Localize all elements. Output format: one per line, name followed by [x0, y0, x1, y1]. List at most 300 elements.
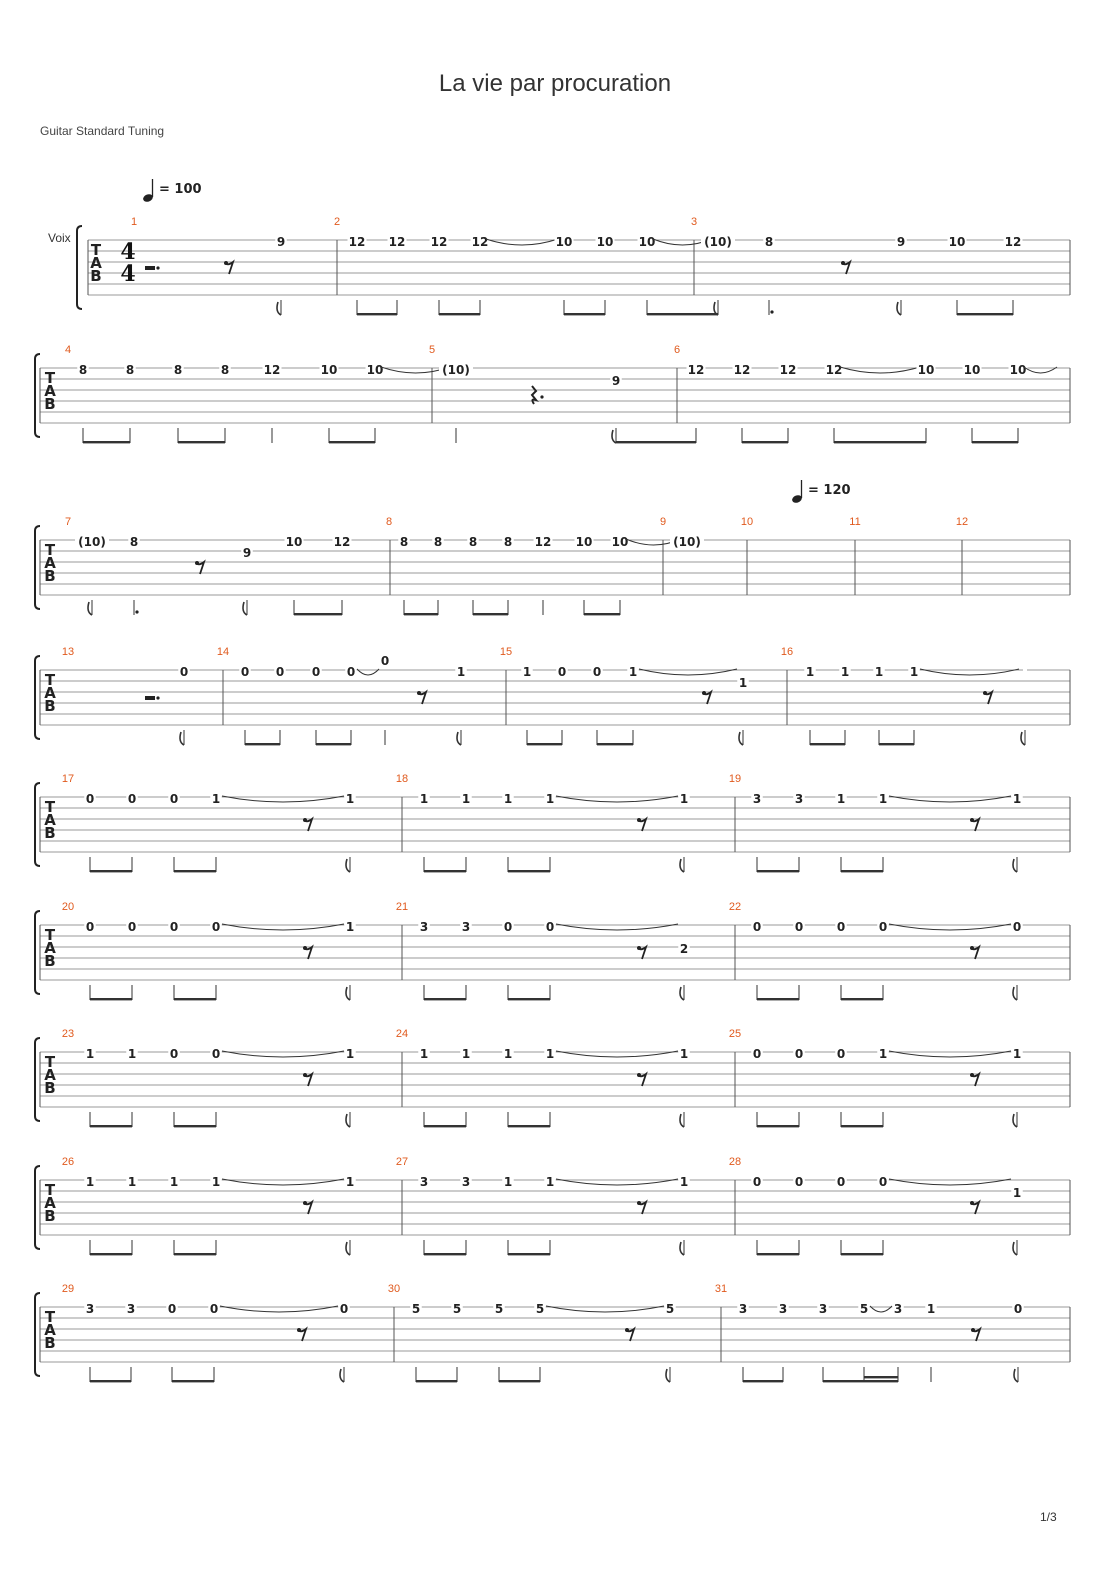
eighth-rest-dot: [970, 818, 974, 822]
fret-number: 1: [456, 665, 466, 679]
fret-number: 3: [738, 1302, 748, 1316]
measure-number: 7: [64, 516, 72, 528]
fret-number: 0: [1012, 920, 1022, 934]
tab-clef-letter: T: [44, 798, 56, 816]
fret-number: 1: [1012, 792, 1022, 806]
fret-number: 3: [419, 920, 429, 934]
tab-clef-letter: T: [44, 1053, 56, 1071]
fret-number: 5: [859, 1302, 869, 1316]
tab-clef-letter: B: [44, 824, 56, 842]
fret-number: 0: [209, 1302, 219, 1316]
fret-number: 1: [836, 792, 846, 806]
note-flag: [680, 987, 684, 1000]
tempo-marking: = 100: [159, 182, 202, 197]
fret-number: 12: [388, 235, 406, 249]
fret-number: 10: [638, 235, 656, 249]
fret-number: 1: [345, 792, 355, 806]
eighth-rest-dot: [303, 946, 307, 950]
note-flag: [88, 602, 92, 615]
beam: [473, 613, 508, 615]
fret-number: 12: [1004, 235, 1022, 249]
fret-number: 1: [679, 792, 689, 806]
fret-number: 12: [825, 363, 843, 377]
tab-clef-letter: A: [44, 811, 56, 829]
measure-number: 10: [740, 516, 754, 528]
fret-number: 10: [1009, 363, 1027, 377]
fret-number: 1: [738, 676, 748, 690]
fret-number: 1: [545, 1047, 555, 1061]
measure-number: 8: [385, 516, 393, 528]
fret-number: 8: [764, 235, 774, 249]
tab-clef-letter: B: [44, 1207, 56, 1225]
note-flag: [1021, 732, 1025, 745]
fret-number: 1: [878, 1047, 888, 1061]
measure-number: 24: [395, 1028, 409, 1040]
fret-number: 8: [125, 363, 135, 377]
fret-number: 5: [494, 1302, 504, 1316]
beam: [527, 743, 562, 745]
tab-clef-letter: B: [44, 697, 56, 715]
fret-number: 10: [611, 535, 629, 549]
fret-number: 12: [687, 363, 705, 377]
time-signature-denominator: 4: [120, 261, 136, 287]
fret-number: 8: [468, 535, 478, 549]
measure-number: 19: [728, 773, 742, 785]
measure-number: 11: [849, 516, 861, 528]
fret-number: 3: [893, 1302, 903, 1316]
tab-clef-letter: A: [44, 1321, 56, 1339]
note-flag: [666, 1369, 670, 1382]
beam: [357, 313, 397, 315]
beam: [90, 1380, 131, 1382]
eighth-rest-dot: [625, 1328, 629, 1332]
fret-number: 1: [419, 792, 429, 806]
eighth-rest-dot: [303, 1073, 307, 1077]
fret-number: 0: [878, 920, 888, 934]
fret-number: 5: [535, 1302, 545, 1316]
staff-bracket: [35, 1293, 40, 1376]
fret-number: 8: [433, 535, 443, 549]
rest-dot: [156, 266, 159, 269]
fret-number: 1: [127, 1047, 137, 1061]
fret-number: 12: [348, 235, 366, 249]
fret-number: 1: [211, 792, 221, 806]
fret-number-background: [1023, 666, 1027, 678]
beam: [823, 1380, 898, 1382]
fret-number: 0: [836, 920, 846, 934]
fret-number: 1: [878, 792, 888, 806]
sixteenth-beam: [864, 1376, 898, 1378]
tab-clef-letter: A: [44, 684, 56, 702]
tab-clef-letter: B: [44, 567, 56, 585]
fret-number: 5: [411, 1302, 421, 1316]
measure-number: 31: [714, 1283, 728, 1295]
fret-number: 10: [366, 363, 384, 377]
track-label: Voix: [48, 231, 71, 245]
note-flag: [346, 987, 350, 1000]
fret-number: 10: [596, 235, 614, 249]
fret-number: 1: [522, 665, 532, 679]
beam: [245, 743, 280, 745]
fret-number: 0: [836, 1175, 846, 1189]
fret-number: 8: [78, 363, 88, 377]
tab-clef-letter: B: [44, 395, 56, 413]
note-flag: [1013, 859, 1017, 872]
note-flag: [346, 1114, 350, 1127]
measure-number: 20: [61, 901, 75, 913]
fret-number: 0: [275, 665, 285, 679]
fret-number: 12: [534, 535, 552, 549]
fret-number: 12: [430, 235, 448, 249]
beam: [597, 743, 633, 745]
beam: [329, 441, 375, 443]
fret-number: 0: [545, 920, 555, 934]
eighth-rest-dot: [983, 691, 987, 695]
measure-number: 4: [64, 344, 72, 356]
note-flag: [340, 1369, 344, 1382]
fret-number: 1: [85, 1047, 95, 1061]
fret-number: 3: [85, 1302, 95, 1316]
note-flag: [180, 732, 184, 745]
fret-number: 1: [419, 1047, 429, 1061]
beam: [424, 1125, 466, 1127]
beam: [957, 313, 1013, 315]
measure-number: 3: [690, 216, 698, 228]
beam: [416, 1380, 457, 1382]
beam: [841, 870, 883, 872]
fret-number: 9: [242, 546, 252, 560]
fret-number: 1: [503, 1175, 513, 1189]
fret-number: 9: [276, 235, 286, 249]
page-number: 1/3: [1040, 1510, 1057, 1524]
fret-number: 0: [311, 665, 321, 679]
beam: [174, 1253, 216, 1255]
fret-number: 1: [1012, 1047, 1022, 1061]
fret-number: 1: [503, 1047, 513, 1061]
measure-number: 9: [659, 516, 667, 528]
tab-clef-letter: T: [44, 369, 56, 387]
tuning-label: Guitar Standard Tuning: [40, 124, 165, 138]
measure-number: 29: [61, 1283, 75, 1295]
tab-clef-letter: A: [90, 254, 102, 272]
augmentation-dot: [770, 310, 773, 313]
note-flag: [1013, 1242, 1017, 1255]
eighth-rest-dot: [303, 1201, 307, 1205]
fret-number: 3: [778, 1302, 788, 1316]
fret-number: 10: [285, 535, 303, 549]
fret-number: 0: [380, 654, 390, 668]
eighth-rest-dot: [417, 691, 421, 695]
measure-number: 23: [61, 1028, 75, 1040]
fret-number: 0: [211, 1047, 221, 1061]
beam: [757, 998, 799, 1000]
fret-number: 0: [167, 1302, 177, 1316]
measure-number: 16: [780, 646, 794, 658]
fret-number: 3: [126, 1302, 136, 1316]
fret-number: 1: [211, 1175, 221, 1189]
fret-number: 0: [85, 792, 95, 806]
fret-number: 0: [211, 920, 221, 934]
fret-number: 1: [169, 1175, 179, 1189]
tab-clef-letter: A: [44, 554, 56, 572]
fret-number: 0: [592, 665, 602, 679]
measure-number: 6: [673, 344, 681, 356]
staff-bracket: [35, 354, 40, 437]
tab-clef-letter: T: [44, 926, 56, 944]
fret-number: 10: [948, 235, 966, 249]
beam: [316, 743, 351, 745]
tab-clef-letter: T: [90, 241, 102, 259]
fret-number: 8: [503, 535, 513, 549]
fret-number: 3: [794, 792, 804, 806]
staff-bracket: [35, 656, 40, 739]
tab-clef-letter: B: [90, 267, 102, 285]
fret-number: 1: [461, 1047, 471, 1061]
beam: [508, 998, 550, 1000]
note-flag: [346, 1242, 350, 1255]
measure-number: 30: [387, 1283, 401, 1295]
fret-number: 0: [503, 920, 513, 934]
fret-number: 10: [575, 535, 593, 549]
staff-bracket: [35, 1038, 40, 1121]
fret-number: 1: [874, 665, 884, 679]
tab-clef-letter: T: [44, 1181, 56, 1199]
note-flag: [457, 732, 461, 745]
beam: [647, 313, 718, 315]
tab-clef-letter: A: [44, 939, 56, 957]
tab-clef-letter: A: [44, 1194, 56, 1212]
beam: [757, 1125, 799, 1127]
beam: [508, 1253, 550, 1255]
fret-number: 8: [220, 363, 230, 377]
measure-number: 1: [130, 216, 138, 228]
beam: [841, 1253, 883, 1255]
fret-number: 1: [805, 665, 815, 679]
rest-dot: [156, 696, 159, 699]
fret-number: (10): [704, 235, 732, 249]
eighth-rest-dot: [971, 1328, 975, 1332]
fret-number: 1: [926, 1302, 936, 1316]
measure-number: 5: [428, 344, 436, 356]
fret-number: 0: [179, 665, 189, 679]
measure-number: 27: [395, 1156, 409, 1168]
beam: [83, 441, 130, 443]
fret-number: 12: [263, 363, 281, 377]
fret-number: 3: [818, 1302, 828, 1316]
beam: [879, 743, 914, 745]
beam: [584, 613, 620, 615]
beam: [439, 313, 480, 315]
note-flag: [277, 302, 281, 315]
fret-number: 1: [345, 1175, 355, 1189]
fret-number: 8: [399, 535, 409, 549]
fret-number: (10): [78, 535, 106, 549]
note-flag: [897, 302, 901, 315]
beam: [424, 870, 466, 872]
measure-number: 2: [333, 216, 341, 228]
fret-number: 0: [346, 665, 356, 679]
note-flag: [243, 602, 247, 615]
eighth-rest-dot: [637, 946, 641, 950]
beam: [810, 743, 845, 745]
beam: [972, 441, 1018, 443]
note-flag: [1013, 1114, 1017, 1127]
beam: [743, 1380, 783, 1382]
eighth-rest-dot: [841, 261, 845, 265]
fret-number: 0: [85, 920, 95, 934]
beam: [90, 998, 132, 1000]
fret-number: 0: [127, 792, 137, 806]
beam: [404, 613, 438, 615]
fret-number: 5: [452, 1302, 462, 1316]
staff-bracket: [35, 526, 40, 609]
tab-clef-letter: B: [44, 1079, 56, 1097]
eighth-rest-dot: [297, 1328, 301, 1332]
tab-clef-letter: A: [44, 382, 56, 400]
beam: [841, 1125, 883, 1127]
measure-number: 12: [955, 516, 969, 528]
eighth-rest-dot: [702, 691, 706, 695]
beam: [757, 870, 799, 872]
fret-number: 1: [127, 1175, 137, 1189]
tempo-marking: = 120: [808, 483, 851, 498]
beam: [174, 998, 216, 1000]
fret-number: 3: [752, 792, 762, 806]
measure-number: 13: [61, 646, 75, 658]
fret-number: 1: [679, 1047, 689, 1061]
fret-number: 0: [169, 920, 179, 934]
fret-number: (10): [442, 363, 470, 377]
tab-clef-letter: T: [44, 671, 56, 689]
measure-number: 22: [728, 901, 742, 913]
staff-bracket: [35, 911, 40, 994]
note-flag: [739, 732, 743, 745]
fret-number: 0: [794, 920, 804, 934]
beam: [90, 870, 132, 872]
fret-number: 8: [129, 535, 139, 549]
beam: [90, 1253, 132, 1255]
staff-bracket: [35, 783, 40, 866]
fret-number: 10: [555, 235, 573, 249]
fret-number: 3: [461, 920, 471, 934]
beam: [424, 1253, 466, 1255]
fret-number: 3: [419, 1175, 429, 1189]
eighth-rest-dot: [195, 561, 199, 565]
eighth-rest-dot: [970, 946, 974, 950]
tab-clef-letter: B: [44, 952, 56, 970]
measure-number: 21: [395, 901, 409, 913]
fret-number: 0: [794, 1175, 804, 1189]
fret-number: 0: [127, 920, 137, 934]
song-title: La vie par procuration: [438, 70, 672, 97]
fret-number: 9: [611, 374, 621, 388]
beam: [841, 998, 883, 1000]
fret-number: 1: [545, 1175, 555, 1189]
fret-number: 1: [85, 1175, 95, 1189]
fret-number: 12: [779, 363, 797, 377]
fret-number: 2: [679, 942, 689, 956]
fret-number: 1: [345, 920, 355, 934]
staff-bracket: [35, 1166, 40, 1249]
fret-number: 10: [917, 363, 935, 377]
tab-clef-letter: B: [44, 1334, 56, 1352]
fret-number: 0: [794, 1047, 804, 1061]
half-rest: [145, 696, 155, 700]
fret-number: 9: [896, 235, 906, 249]
fret-number: 12: [471, 235, 489, 249]
fret-number: 0: [339, 1302, 349, 1316]
measure-number: 26: [61, 1156, 75, 1168]
eighth-rest-dot: [970, 1073, 974, 1077]
fret-number: 5: [665, 1302, 675, 1316]
fret-number: 0: [240, 665, 250, 679]
beam: [174, 1125, 216, 1127]
fret-number: 1: [679, 1175, 689, 1189]
fret-number: 10: [320, 363, 338, 377]
beam: [757, 1253, 799, 1255]
measure-number: 17: [61, 773, 75, 785]
beam: [294, 613, 342, 615]
rest-dot: [540, 395, 543, 398]
tab-clef-letter: T: [44, 1308, 56, 1326]
fret-number: 8: [173, 363, 183, 377]
fret-number: 10: [963, 363, 981, 377]
fret-number: 0: [836, 1047, 846, 1061]
beam: [508, 870, 550, 872]
measure-number: 18: [395, 773, 409, 785]
fret-number: 0: [752, 920, 762, 934]
eighth-rest-dot: [970, 1201, 974, 1205]
beam: [174, 870, 216, 872]
tab-clef-letter: T: [44, 541, 56, 559]
measure-number: 15: [499, 646, 513, 658]
time-signature-numerator: 4: [120, 239, 136, 265]
augmentation-dot: [135, 610, 138, 613]
eighth-rest-dot: [637, 818, 641, 822]
eighth-rest-dot: [224, 261, 228, 265]
note-flag: [612, 430, 616, 443]
tab-clef-letter: A: [44, 1066, 56, 1084]
fret-number: 12: [333, 535, 351, 549]
fret-number: 12: [733, 363, 751, 377]
fret-number: 1: [840, 665, 850, 679]
beam: [178, 441, 225, 443]
half-rest: [145, 266, 155, 270]
eighth-rest-dot: [303, 818, 307, 822]
fret-number: 1: [1012, 1186, 1022, 1200]
beam: [742, 441, 788, 443]
beam: [616, 441, 696, 443]
beam: [499, 1380, 540, 1382]
fret-number: 0: [169, 1047, 179, 1061]
fret-number: 0: [752, 1047, 762, 1061]
beam: [508, 1125, 550, 1127]
fret-number: 1: [545, 792, 555, 806]
fret-number: 0: [878, 1175, 888, 1189]
note-flag: [1013, 987, 1017, 1000]
eighth-rest-dot: [637, 1073, 641, 1077]
fret-number: 1: [909, 665, 919, 679]
fret-number: 1: [345, 1047, 355, 1061]
fret-number: 0: [752, 1175, 762, 1189]
beam: [424, 998, 466, 1000]
measure-number: 28: [728, 1156, 742, 1168]
note-flag: [680, 1242, 684, 1255]
beam: [172, 1380, 214, 1382]
fret-number: 1: [503, 792, 513, 806]
fret-number: 0: [557, 665, 567, 679]
staff-bracket: [77, 226, 82, 309]
